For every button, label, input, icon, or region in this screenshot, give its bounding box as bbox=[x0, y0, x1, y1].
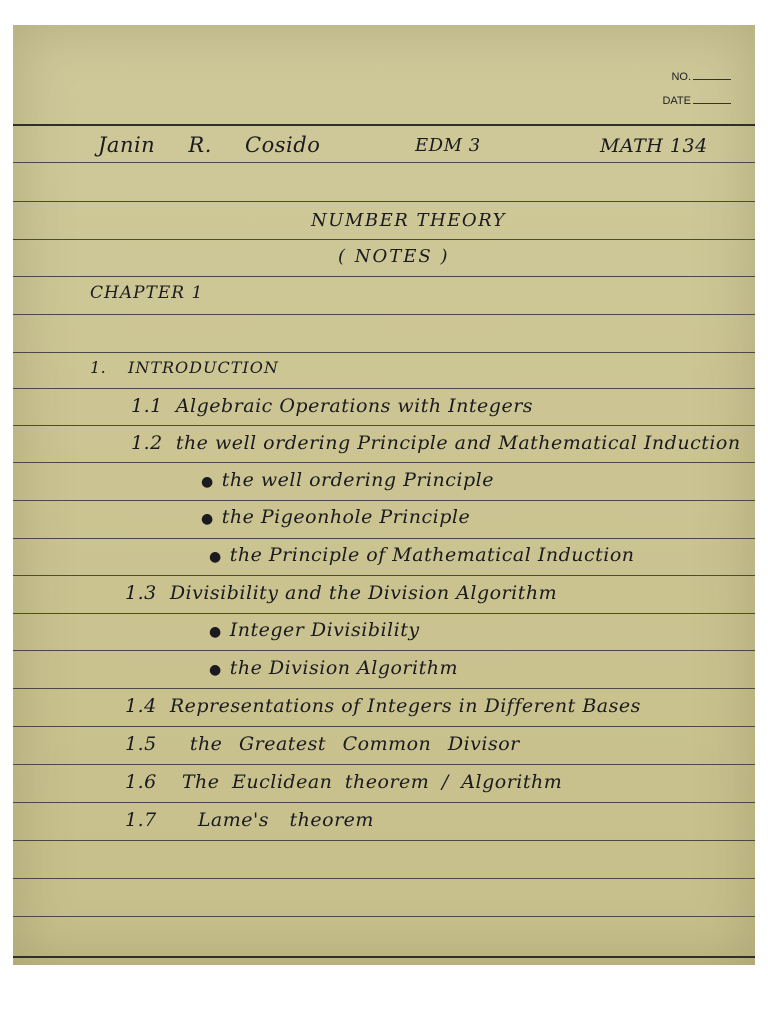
ruled-line bbox=[13, 764, 755, 765]
page-title: NUMBER THEORY bbox=[311, 210, 506, 231]
section-number: 1. bbox=[90, 358, 107, 377]
ruled-line bbox=[13, 802, 755, 803]
outline-label: Divisibility and the Division Algorithm bbox=[169, 582, 558, 604]
ruled-line bbox=[13, 956, 755, 958]
no-label: NO. bbox=[671, 71, 691, 83]
outline-label: the Greatest Common Divisor bbox=[189, 733, 520, 755]
ruled-line bbox=[13, 500, 755, 501]
bullet-item bbox=[201, 506, 470, 528]
ruled-line bbox=[13, 388, 755, 389]
ruled-line bbox=[13, 538, 755, 539]
bullet-label: the Division Algorithm bbox=[229, 657, 458, 679]
ruled-line bbox=[13, 162, 755, 163]
ruled-line bbox=[13, 688, 755, 689]
ruled-line bbox=[13, 650, 755, 651]
outline-number: 1.7 bbox=[125, 809, 157, 831]
bullet-item bbox=[209, 657, 458, 679]
ruled-line bbox=[13, 726, 755, 727]
outline-item-1-7 bbox=[125, 809, 374, 831]
outline-item-1-3 bbox=[125, 582, 557, 604]
bullet-dot: ● bbox=[201, 511, 214, 527]
class-section: EDM 3 bbox=[415, 135, 481, 156]
outline-label: Lame's theorem bbox=[197, 809, 374, 831]
bullet-dot: ● bbox=[209, 549, 222, 565]
outline-item-1-2 bbox=[131, 432, 741, 454]
outline-number: 1.2 bbox=[131, 432, 163, 454]
ruled-line bbox=[13, 840, 755, 841]
notebook-page bbox=[13, 25, 755, 965]
date-field bbox=[662, 95, 731, 107]
outline-item-1-5 bbox=[125, 733, 520, 755]
outline-number: 1.4 bbox=[125, 695, 157, 717]
ruled-line bbox=[13, 425, 755, 426]
bullet-item bbox=[201, 469, 494, 491]
ruled-line bbox=[13, 613, 755, 614]
ruled-line bbox=[13, 276, 755, 277]
outline-number: 1.6 bbox=[125, 771, 157, 793]
outline-number: 1.3 bbox=[125, 582, 157, 604]
bullet-dot: ● bbox=[209, 662, 222, 678]
bullet-item bbox=[209, 619, 420, 641]
bullet-label: the well ordering Principle bbox=[221, 469, 494, 491]
outline-item-1-1 bbox=[131, 395, 533, 417]
bullet-label: the Principle of Mathematical Induction bbox=[229, 544, 635, 566]
outline-label: the well ordering Principle and Mathematical Induction bbox=[175, 432, 741, 454]
student-name: Janin R. Cosido bbox=[98, 133, 321, 157]
date-blank bbox=[693, 103, 731, 104]
outline-item-1-4 bbox=[125, 695, 641, 717]
ruled-line bbox=[13, 462, 755, 463]
ruled-line bbox=[13, 239, 755, 240]
no-blank bbox=[693, 79, 731, 80]
course-code: MATH 134 bbox=[600, 135, 708, 157]
bullet-dot: ● bbox=[201, 474, 214, 490]
bullet-dot: ● bbox=[209, 624, 222, 640]
outline-label: The Euclidean theorem / Algorithm bbox=[181, 771, 563, 793]
ruled-line bbox=[13, 878, 755, 879]
outline-label: Algebraic Operations with Integers bbox=[175, 395, 534, 417]
outline-label: Representations of Integers in Different Bases bbox=[169, 695, 641, 717]
ruled-line bbox=[13, 575, 755, 576]
ruled-line bbox=[13, 352, 755, 353]
bullet-item bbox=[209, 544, 635, 566]
outline-item-1-6 bbox=[125, 771, 562, 793]
bullet-label: Integer Divisibility bbox=[229, 619, 420, 641]
outline-number: 1.1 bbox=[131, 395, 163, 417]
ruled-line bbox=[13, 314, 755, 315]
no-field bbox=[671, 71, 731, 83]
date-label: DATE bbox=[662, 95, 691, 107]
outline-number: 1.5 bbox=[125, 733, 157, 755]
page-subtitle: ( NOTES ) bbox=[338, 246, 450, 267]
chapter-heading: CHAPTER 1 bbox=[90, 283, 204, 303]
header-rule bbox=[13, 124, 755, 126]
section-heading: INTRODUCTION bbox=[128, 358, 279, 377]
bullet-label: the Pigeonhole Principle bbox=[221, 506, 471, 528]
ruled-line bbox=[13, 916, 755, 917]
ruled-line bbox=[13, 201, 755, 202]
